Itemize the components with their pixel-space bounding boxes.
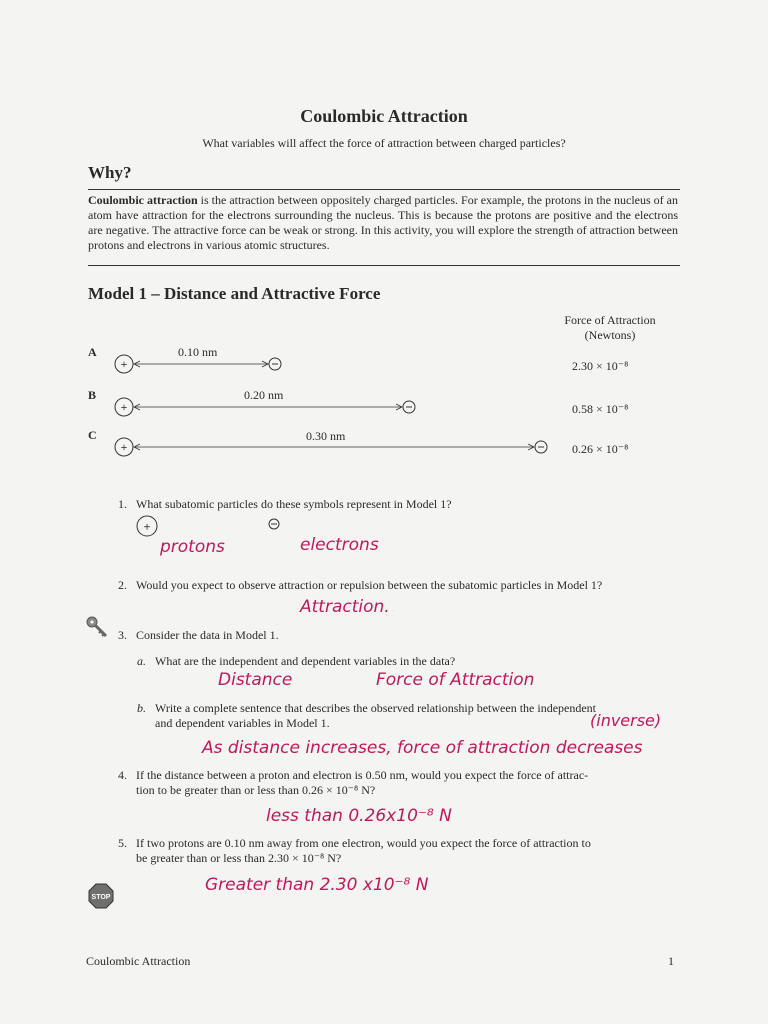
row-c-force: 0.26 × 10⁻⁸ [572,442,629,456]
model1-diagram [100,340,560,470]
question-2-number: 2. [118,578,127,592]
question-4-text-line2: tion to be greater than or less than 0.26 × 10⁻⁸ N? [136,783,376,797]
answer-q3a-independent: Distance [218,670,293,690]
proton-symbol: + [120,440,128,454]
answer-q3b: As distance increases, force of attraction decreases [202,738,643,758]
question-3-text: Consider the data in Model 1. [136,628,279,642]
question-4-text-line1: If the distance between a proton and electron is 0.50 nm, would you expect the force of attrac- [136,768,589,782]
why-term: Coulombic attraction [88,193,198,207]
question-3a-text: What are the independent and dependent variables in the data? [155,654,456,668]
question-3-number: 3. [118,628,127,642]
answer-q5: Greater than 2.30 x10⁻⁸ N [205,875,429,895]
proton-symbol: + [120,357,128,371]
question-3b-text-line1: Write a complete sentence that describes the observed relationship between the independent [155,701,597,715]
question-3a-label: a. [137,654,146,668]
row-b-label: B [88,388,97,402]
why-heading: Why? [88,163,132,182]
force-header [540,313,680,343]
answer-q2: Attraction. [300,597,390,617]
question-4-number: 4. [118,768,127,782]
row-a-label: A [88,345,97,359]
row-a-force: 2.30 × 10⁻⁸ [572,359,629,373]
why-paragraph [88,193,678,253]
answer-q3b-note: (inverse) [590,711,662,730]
page-title: Coulombic Attraction [300,106,468,126]
row-c-label: C [88,428,97,442]
force-header-line1: Force of Attraction [564,313,656,327]
page-subtitle: What variables will affect the force of attraction between charged particles? [202,136,566,150]
stop-label: STOP [91,894,111,901]
row-c-distance: 0.30 nm [306,429,346,443]
row-b-distance: 0.20 nm [244,388,284,402]
stop-sign-icon [88,883,114,909]
question-2-text: Would you expect to observe attraction or repulsion between the subatomic particles in Model 1? [136,578,603,592]
answer-q1-protons: protons [160,537,225,557]
question-3b-text-line2: and dependent variables in Model 1. [155,716,330,730]
row-a-distance: 0.10 nm [178,345,218,359]
proton-symbol: + [120,400,128,414]
answer-q4: less than 0.26x10⁻⁸ N [266,806,452,826]
divider-bottom [88,265,680,266]
why-body: is the attraction between oppositely charged particles. For example, the protons in the nucleus of an atom have attraction for the electrons surrounding the nucleus. This is because the protons are positive and the electrons are negative. The attractive force can be weak or strong. In this activity, you will explore the strength of attraction between protons and electrons in various atomic structures. [88,193,678,252]
key-icon [86,616,108,638]
question-5-text-line2: be greater than or less than 2.30 × 10⁻⁸ N? [136,851,342,865]
question-1-text: What subatomic particles do these symbols represent in Model 1? [136,497,452,511]
divider-top [88,189,680,190]
question-5-text-line1: If two protons are 0.10 nm away from one electron, would you expect the force of attraction to [136,836,591,850]
force-header-line2: (Newtons) [584,328,636,342]
answer-q1-electrons: electrons [300,535,379,555]
page-number: 1 [668,954,674,968]
answer-q3a-dependent: Force of Attraction [376,670,535,690]
row-b-force: 0.58 × 10⁻⁸ [572,402,629,416]
question-1-number: 1. [118,497,127,511]
footer-title: Coulombic Attraction [86,954,191,968]
question-5-number: 5. [118,836,127,850]
question-3b-label: b. [137,701,146,715]
proton-symbol: + [143,519,151,534]
model1-heading: Model 1 – Distance and Attractive Force [88,284,381,303]
